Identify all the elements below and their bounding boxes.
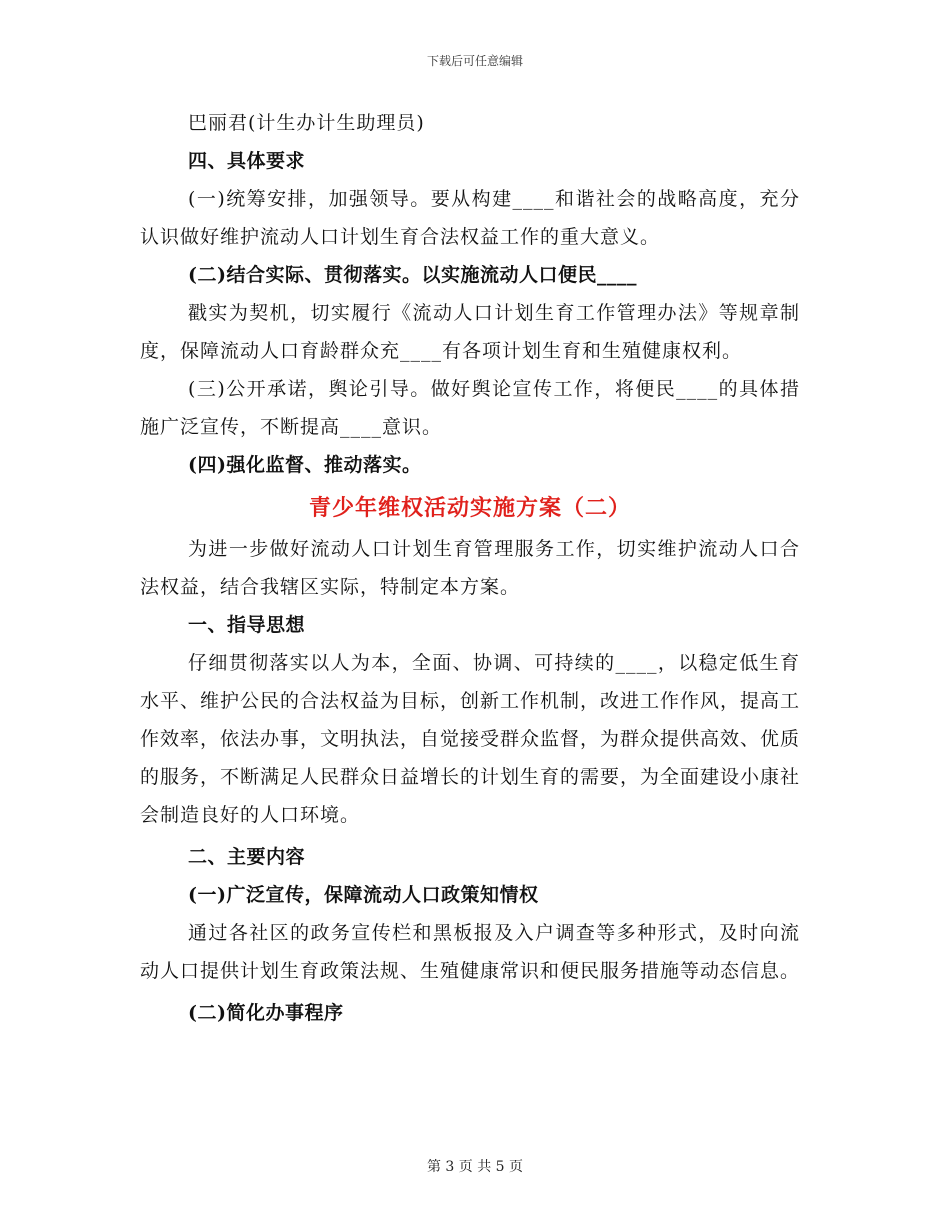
page-header: 下载后可任意编辑 [426, 54, 523, 68]
document-title: 青少年维权活动实施方案（二） [308, 495, 631, 521]
heading-requirement-4: (四)强化监督、推动落实。 [188, 454, 422, 476]
paragraph-requirement-1: (一)统筹安排，加强领导。要从构建____和谐社会的战略高度，充分认识做好维护流动人口计划生育合法权益工作的重大意义。 [140, 188, 800, 248]
heading-requirement-2: (二)结合实际、贯彻落实。以实施流动人口便民____ [188, 264, 637, 286]
heading-main-content: 二、主要内容 [188, 846, 306, 868]
paragraph-guiding-ideology: 仔细贯彻落实以人为本，全面、协调、可持续的____，以稳定低生育水平、维护公民的合法权益为目标，创新工作机制，改进工作作风，提高工作效率，依法办事，文明执法，自觉接受群众监督，为群众提供高效、优质的服务，不断满足人民群众日益增长的计划生育的需要，为全面建设小康社会制造良好的人口环境。 [140, 652, 801, 826]
heading-content-2: (二)简化办事程序 [188, 1002, 344, 1024]
heading-specific-requirements: 四、具体要求 [188, 150, 306, 172]
paragraph-requirement-2-body: 戳实为契机，切实履行《流动人口计划生育工作管理办法》等规章制度，保障流动人口育龄群众充____有各项计划生育和生殖健康权利。 [140, 302, 800, 362]
paragraph-assistant-name: 巴丽君(计生办计生助理员) [188, 112, 425, 134]
heading-guiding-ideology: 一、指导思想 [188, 614, 306, 636]
heading-content-1: (一)广泛宣传，保障流动人口政策知情权 [188, 884, 539, 906]
paragraph-intro: 为进一步做好流动人口计划生育管理服务工作，切实维护流动人口合法权益，结合我辖区实际，特制定本方案。 [140, 538, 800, 598]
paragraph-requirement-3: (三)公开承诺，舆论引导。做好舆论宣传工作，将便民____的具体措施广泛宣传，不断提高____意识。 [140, 378, 800, 438]
document-body [140, 104, 800, 1032]
paragraph-content-1: 通过各社区的政务宣传栏和黑板报及入户调查等多种形式，及时向流动人口提供计划生育政策法规、生殖健康常识和便民服务措施等动态信息。 [140, 922, 801, 982]
page-footer: 第 3 页 共 5 页 [426, 1159, 524, 1175]
